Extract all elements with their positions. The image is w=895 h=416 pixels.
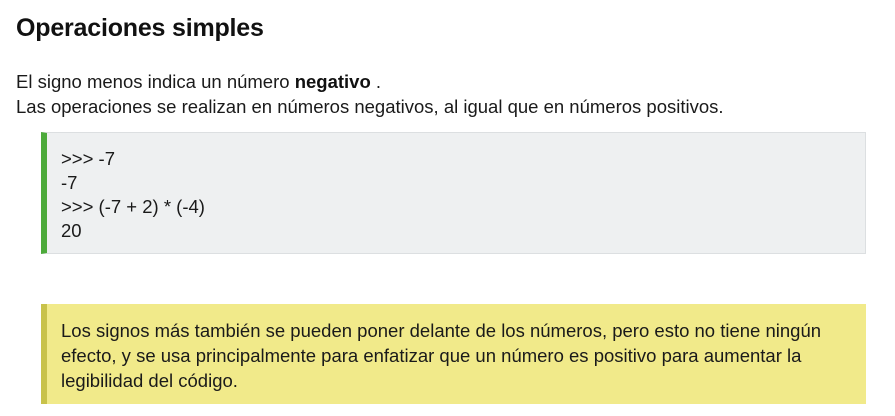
intro-line-2: Las operaciones se realizan en números negativos, al igual que en números positivos. bbox=[16, 96, 724, 117]
note-text: Los signos más también se pueden poner delante de los números, pero esto no tiene ningún efecto, y se usa principalmente para enfatizar que un número es positivo para aumentar la legibilidad del código. bbox=[61, 320, 822, 391]
code-example-block bbox=[41, 132, 866, 254]
note-callout bbox=[41, 304, 866, 404]
intro-line-1 bbox=[16, 69, 876, 94]
code-line: >>> -7 bbox=[61, 148, 116, 169]
intro-text-after: . bbox=[370, 71, 382, 92]
code-line: -7 bbox=[61, 172, 78, 193]
page-title: Operaciones simples bbox=[16, 14, 264, 42]
keyword-negativo: negativo bbox=[294, 71, 371, 92]
intro-paragraph bbox=[16, 69, 876, 119]
code-line: 20 bbox=[61, 220, 82, 241]
intro-text-before: El signo menos indica un número bbox=[16, 71, 295, 92]
code-line: >>> (-7 + 2) * (-4) bbox=[61, 196, 205, 217]
